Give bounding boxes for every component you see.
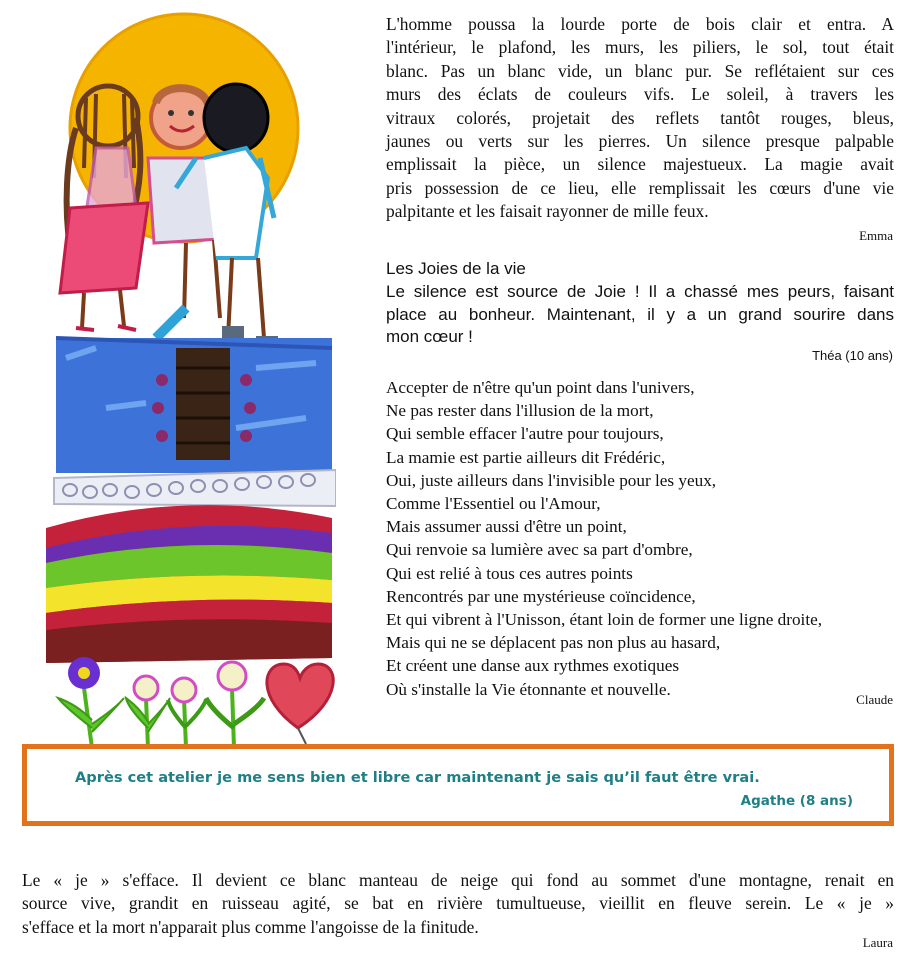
poem-line: Qui est relié à tous ces autres points (386, 563, 633, 583)
signature-emma: Emma (859, 228, 893, 243)
signature-thea: Théa (10 ans) (812, 348, 893, 363)
quote-text: Après cet atelier je me sens bien et libre car maintenant je sais qu’il faut être vrai. (75, 769, 760, 786)
poem-line: Où s'installe la Vie étonnante et nouvelle. (386, 679, 671, 699)
flower-pink-3 (206, 662, 264, 748)
text-line: palpitante et les faisait rayonner de mille feux. (386, 201, 709, 222)
poem-line: Mais assumer aussi d'être un point, (386, 517, 627, 537)
text-line: vitraux colorés, projetait des reflets tantôt rouges, bleus, (386, 107, 894, 128)
text-line: pris possession de ce lieu, elle remplissait les cœurs d'une vie (386, 177, 894, 198)
text-line: blanc. Pas un blanc vide, un blanc pur. Se reflétaient sur ces (386, 60, 894, 81)
flower-pink-1 (126, 676, 170, 748)
text-block-laura (22, 869, 894, 939)
poem-line: Qui semble effacer l'autre pour toujours, (386, 424, 664, 444)
text-line: jaunes ou verts sur les pierres. Un silence presque palpable (386, 131, 894, 152)
poem-line: Rencontrés par une mystérieuse coïncidence, (386, 586, 696, 606)
flower-purple (58, 657, 124, 748)
text-line: Le silence est source de Joie ! Il a chassé mes peurs, faisant (386, 281, 894, 301)
text-line: Le « je » s'efface. Il devient ce blanc manteau de neige qui fond au sommet d'une montagne, renait en (22, 870, 894, 890)
text-line: murs des éclats de couleurs vifs. Le soleil, à travers les (386, 84, 894, 105)
flower-pink-2 (168, 678, 206, 748)
poem-line: La mamie est partie ailleurs dit Frédéric, (386, 447, 666, 467)
poem-line: Mais qui ne se déplacent pas non plus au hasard, (386, 633, 721, 653)
poem-line: Comme l'Essentiel ou l'Amour, (386, 494, 601, 514)
poem-line: Accepter de n'être qu'un point dans l'univers, (386, 378, 695, 397)
text-line: emplissait la pièce, un silence majestueux. La magie avait (386, 154, 894, 175)
poem-line: Et créent une danse aux rythmes exotiques (386, 656, 680, 676)
text-block-thea (386, 258, 894, 349)
poem-line: Oui, juste ailleurs dans l'invisible pour les yeux, (386, 470, 717, 490)
text-line: source vive, grandit en ruisseau agité, se bat en rivière tumultueuse, vieillit en fleuve serein. Le « je » (22, 893, 894, 914)
poem-line: Et qui vibrent à l'Unisson, étant loin de former une ligne droite, (386, 610, 823, 630)
poem (386, 376, 822, 701)
signature-laura: Laura (862, 935, 893, 950)
block-title: Les Joies de la vie (386, 259, 526, 278)
flowers (58, 657, 333, 748)
child-drawing-illustration (36, 8, 336, 748)
text-line: mon cœur ! (386, 327, 473, 347)
pebble-path (54, 470, 336, 506)
signature-claude: Claude (856, 692, 893, 707)
text-line: l'intérieur, le plafond, les murs, les piliers, le sol, tout était (386, 37, 894, 58)
quote-box (22, 744, 894, 826)
text-line: L'homme poussa la lourde porte de bois clair et entra. A (386, 14, 894, 34)
poem-line: Qui renvoie sa lumière avec sa part d'ombre, (386, 540, 693, 560)
text-block-emma (386, 13, 894, 224)
signature-agathe: Agathe (8 ans) (740, 793, 853, 809)
heart-shape (267, 664, 333, 744)
text-line: s'efface et la mort n'apparait plus comme l'angoisse de la finitude. (22, 916, 479, 937)
rainbow-hill (46, 505, 332, 663)
text-line: place au bonheur. Maintenant, il y a un grand sourire dans (386, 304, 894, 324)
poem-line: Ne pas rester dans l'illusion de la mort, (386, 401, 654, 421)
